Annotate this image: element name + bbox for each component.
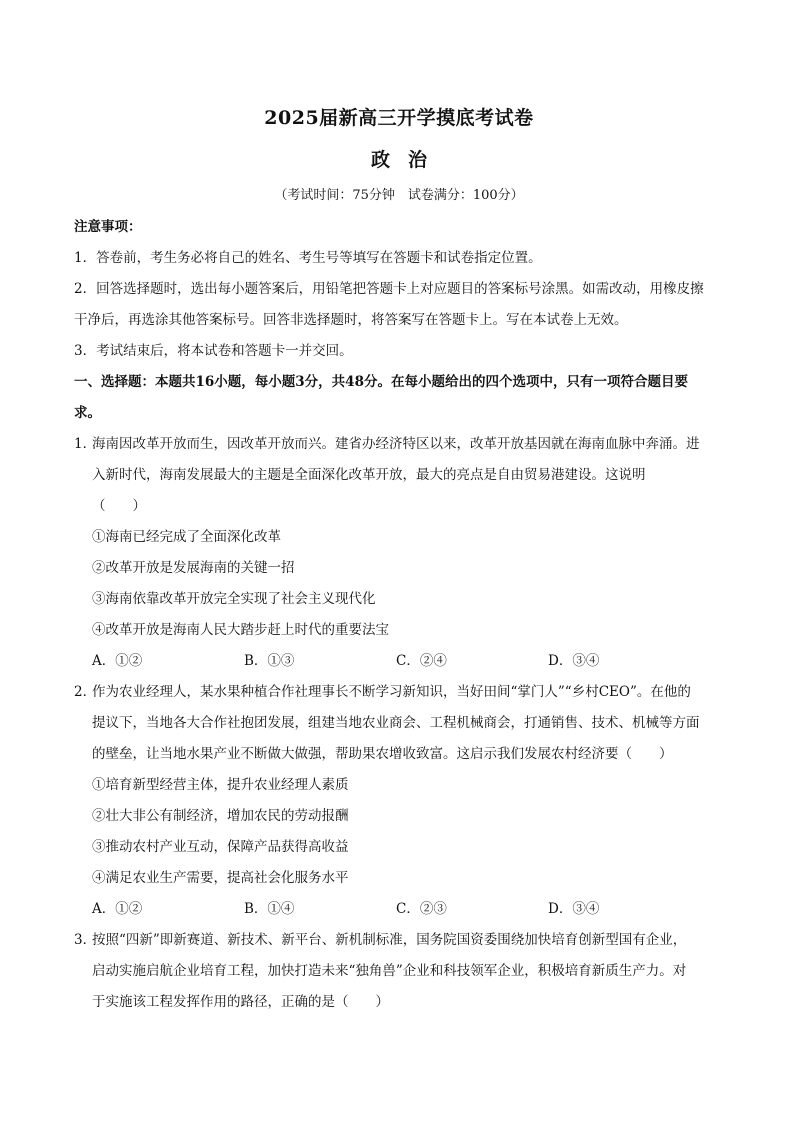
notice-item: 1．答卷前，考生务必将自己的姓名、考生号等填写在答题卡和试卷指定位置。 <box>74 250 542 266</box>
choice-a: A．①② <box>92 901 143 917</box>
question-number: 3． <box>74 932 97 948</box>
question-stem-line: 启动实施启航企业培育工程，加快打造未来“独角兽”企业和科技领军企业，积极培育新质生产力。对 <box>92 963 687 979</box>
statement-option: ②壮大非公有制经济，增加农民的劳动报酬 <box>92 808 349 824</box>
exam-info: （考试时间：75分钟 试卷满分：100分） <box>274 188 524 203</box>
statement-option: ①海南已经完成了全面深化改革 <box>92 529 281 545</box>
question-text: 按照“四新”即新赛道、新技术、新平台、新机制标准，国务院国资委围绕加快培育创新型国有企业， <box>92 932 687 948</box>
question-number: 2． <box>74 684 97 700</box>
question-3 <box>74 925 724 1018</box>
choice-d: D．③④ <box>548 653 600 669</box>
question-text: 海南因改革开放而生，因改革开放而兴。建省办经济特区以来，改革开放基因就在海南血脉中奔涌。进 <box>92 436 700 452</box>
statement-option: ①培育新型经营主体，提升农业经理人素质 <box>92 777 349 793</box>
statement-option: ②改革开放是发展海南的关键一招 <box>92 560 295 576</box>
choice-d: D．③④ <box>548 901 600 917</box>
question-stem-line: 于实施该工程发挥作用的路径，正确的是（ ） <box>92 994 389 1010</box>
notice-heading: 注意事项： <box>74 219 142 235</box>
choice-b: B．①④ <box>244 901 295 917</box>
statement-option: ④满足农业生产需要，提高社会化服务水平 <box>92 870 349 886</box>
statement-option: ④改革开放是海南人民大踏步赶上时代的重要法宝 <box>92 622 389 638</box>
question-stem-line: 入新时代，海南发展最大的主题是全面深化改革开放，最大的亮点是自由贸易港建设。这说明 <box>92 467 646 483</box>
notice-item: 干净后，再选涂其他答案标号。回答非选择题时，将答案写在答题卡上。写在本试卷上无效。 <box>74 312 628 328</box>
answer-blank: （ ） <box>92 498 146 514</box>
question-stem-line: 提议下，当地各大合作社抱团发展，组建当地农业商会、工程机械商会，打通销售、技术、机械等方面 <box>92 715 700 731</box>
question-number: 1． <box>74 436 97 452</box>
choice-a: A．①② <box>92 653 143 669</box>
question-stem-line <box>74 677 724 708</box>
question-text: 作为农业经理人，某水果种植合作社理事长不断学习新知识，当好田间“掌门人”“乡村CEO”。在他的 <box>92 684 691 700</box>
exam-title: 2025届新高三开学摸底考试卷 <box>264 107 534 129</box>
subject-title: 政治 <box>370 149 445 171</box>
choice-b: B．①③ <box>244 653 295 669</box>
statement-option: ③海南依靠改革开放完全实现了社会主义现代化 <box>92 591 376 607</box>
notice-item: 2．回答选择题时，选出每小题答案后，用铅笔把答题卡上对应题目的答案标号涂黑。如需改动，用橡皮擦 <box>74 281 704 297</box>
answer-choices <box>74 894 724 925</box>
section-heading-line: 求。 <box>74 405 101 421</box>
notice-item: 3．考试结束后，将本试卷和答题卡一并交回。 <box>74 343 353 359</box>
statement-option: ③推动农村产业互动，保障产品获得高收益 <box>92 839 349 855</box>
section-heading-line: 一、选择题：本题共16小题，每小题3分，共48分。在每小题给出的四个选项中，只有一项符合题目要 <box>74 374 688 390</box>
answer-choices <box>74 646 724 677</box>
section-heading <box>74 367 724 429</box>
notice-section <box>74 212 724 367</box>
question-stem-line <box>74 429 724 460</box>
question-2 <box>74 677 724 925</box>
choice-c: C．②③ <box>396 901 447 917</box>
question-stem-line <box>74 925 724 956</box>
question-stem-line: 的壁垒，让当地水果产业不断做大做强，帮助果农增收致富。这启示我们发展农村经济要（ ） <box>92 746 673 762</box>
choice-c: C．②④ <box>396 653 447 669</box>
question-1 <box>74 429 724 677</box>
